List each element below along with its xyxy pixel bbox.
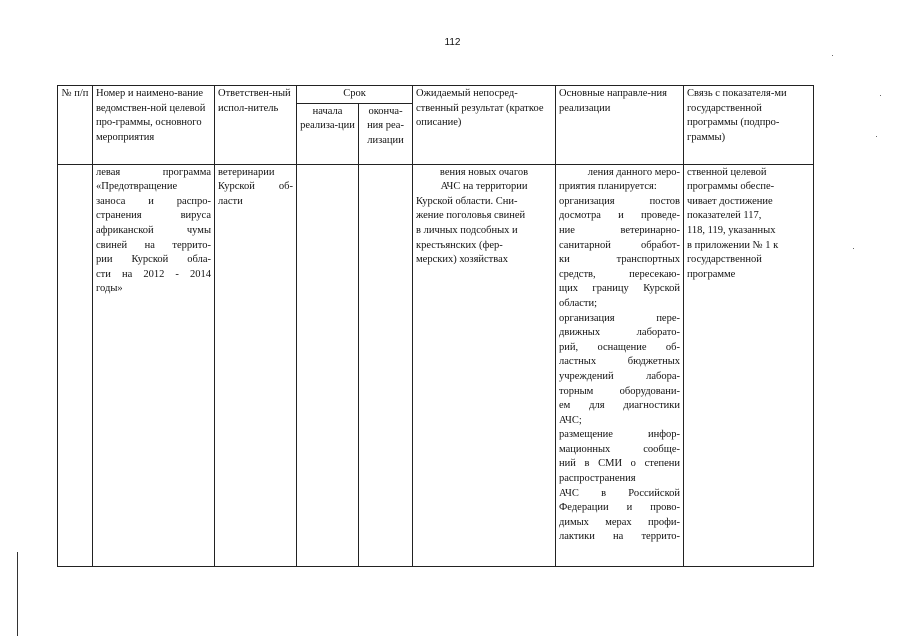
header-program: Номер и наимено-вание ведомствен-ной целевой про-граммы, основного мероприятия [93, 86, 215, 165]
cell-line: ления данного меро- [587, 166, 681, 178]
cell-line: вения новых очагов [439, 166, 529, 178]
cell-line: программе [687, 268, 736, 280]
cell-line: ний в СМИ о степени [559, 458, 681, 470]
cell-line: распространения [559, 473, 636, 485]
cell-line: 118, 119, указанных [687, 224, 776, 236]
header-term-start: начала реализа-ции [297, 103, 359, 164]
cell-line: средств, пересекаю- [559, 268, 681, 280]
cell-line: мерских) хозяйствах [416, 254, 508, 266]
cell-result [413, 164, 556, 566]
cell-number [58, 164, 93, 566]
cell-line: организация пере- [559, 312, 681, 324]
cell-line: АЧС на территории [440, 181, 528, 193]
cell-line: мационных сообще- [559, 443, 681, 455]
cell-line: АЧС в Российской [559, 487, 681, 499]
cell-line: движных лаборато- [559, 327, 681, 339]
cell-line: левая программа [96, 166, 211, 178]
cell-line: торным оборудовани- [559, 385, 681, 397]
scan-margin-line [17, 552, 18, 636]
cell-line: годы» [96, 283, 123, 295]
cell-line: рий, оснащение об- [559, 341, 681, 353]
cell-line: досмотра и проведе- [559, 210, 681, 222]
cell-line: в приложении № 1 к [687, 239, 779, 251]
cell-line: ки транспортных [559, 254, 681, 266]
cell-line: санитарной обработ- [559, 239, 681, 251]
cell-line: крестьянских (фер- [416, 239, 503, 251]
cell-line: ем для диагностики [559, 400, 681, 412]
cell-line: сти на 2012 - 2014 [96, 268, 211, 280]
table-row [58, 164, 814, 566]
scan-speck [876, 136, 877, 137]
cell-line: ственной целевой [687, 166, 767, 178]
cell-line: свиней на террито- [96, 239, 211, 251]
scan-speck [880, 95, 881, 96]
cell-line: чивает достижение [687, 195, 773, 207]
scan-speck [832, 55, 833, 56]
header-term: Срок [297, 86, 413, 104]
header-result: Ожидаемый непосред-ственный результат (краткое описание) [413, 86, 556, 165]
cell-line: приятия планируется: [559, 181, 657, 193]
cell-program [93, 164, 215, 566]
cell-executor [215, 164, 297, 566]
cell-line: в личных подсобных и [416, 224, 518, 236]
cell-line: организация постов [559, 195, 681, 207]
page-number: 112 [444, 37, 461, 48]
scan-speck [853, 248, 854, 249]
header-link: Связь с показателя-ми государственной программы (подпро-граммы) [684, 86, 814, 165]
cell-line: рии Курской обла- [96, 254, 211, 266]
cell-line: АЧС; [559, 414, 582, 426]
header-term-end: оконча-ния реа-лизации [359, 103, 413, 164]
header-number: № п/п [58, 86, 93, 165]
cell-line: «Предотвращение [96, 181, 178, 193]
cell-line: размещение инфор- [559, 429, 681, 441]
cell-line: ние ветеринарно- [559, 224, 681, 236]
cell-term-end [359, 164, 413, 566]
cell-line: государственной [687, 254, 762, 266]
cell-line: заноса и распро- [96, 195, 211, 207]
program-table [57, 85, 814, 567]
cell-line: африканской чумы [96, 224, 211, 236]
cell-directions [556, 164, 684, 566]
cell-line: странения вируса [96, 210, 211, 222]
cell-line: показателей 117, [687, 210, 762, 222]
cell-term-start [297, 164, 359, 566]
cell-line: ветеринарии [218, 166, 275, 178]
header-executor: Ответствен-ный испол-нитель [215, 86, 297, 165]
cell-line: программы обеспе- [687, 181, 775, 193]
cell-line: жение поголовья свиней [416, 210, 526, 222]
header-directions: Основные направле-ния реализации [556, 86, 684, 165]
cell-line: ластных бюджетных [559, 356, 681, 368]
cell-line: щих границу Курской [559, 283, 681, 295]
cell-line: Курской области. Сни- [416, 195, 518, 207]
cell-link [684, 164, 814, 566]
cell-line: Курской об- [218, 181, 293, 193]
cell-line: Федерации и прово- [559, 502, 681, 514]
cell-line: димых мерах профи- [559, 516, 681, 528]
cell-line: области; [559, 297, 598, 309]
cell-line: учреждений лабора- [559, 370, 681, 382]
cell-line: лактики на террито- [559, 531, 681, 543]
cell-line: ласти [218, 195, 243, 207]
